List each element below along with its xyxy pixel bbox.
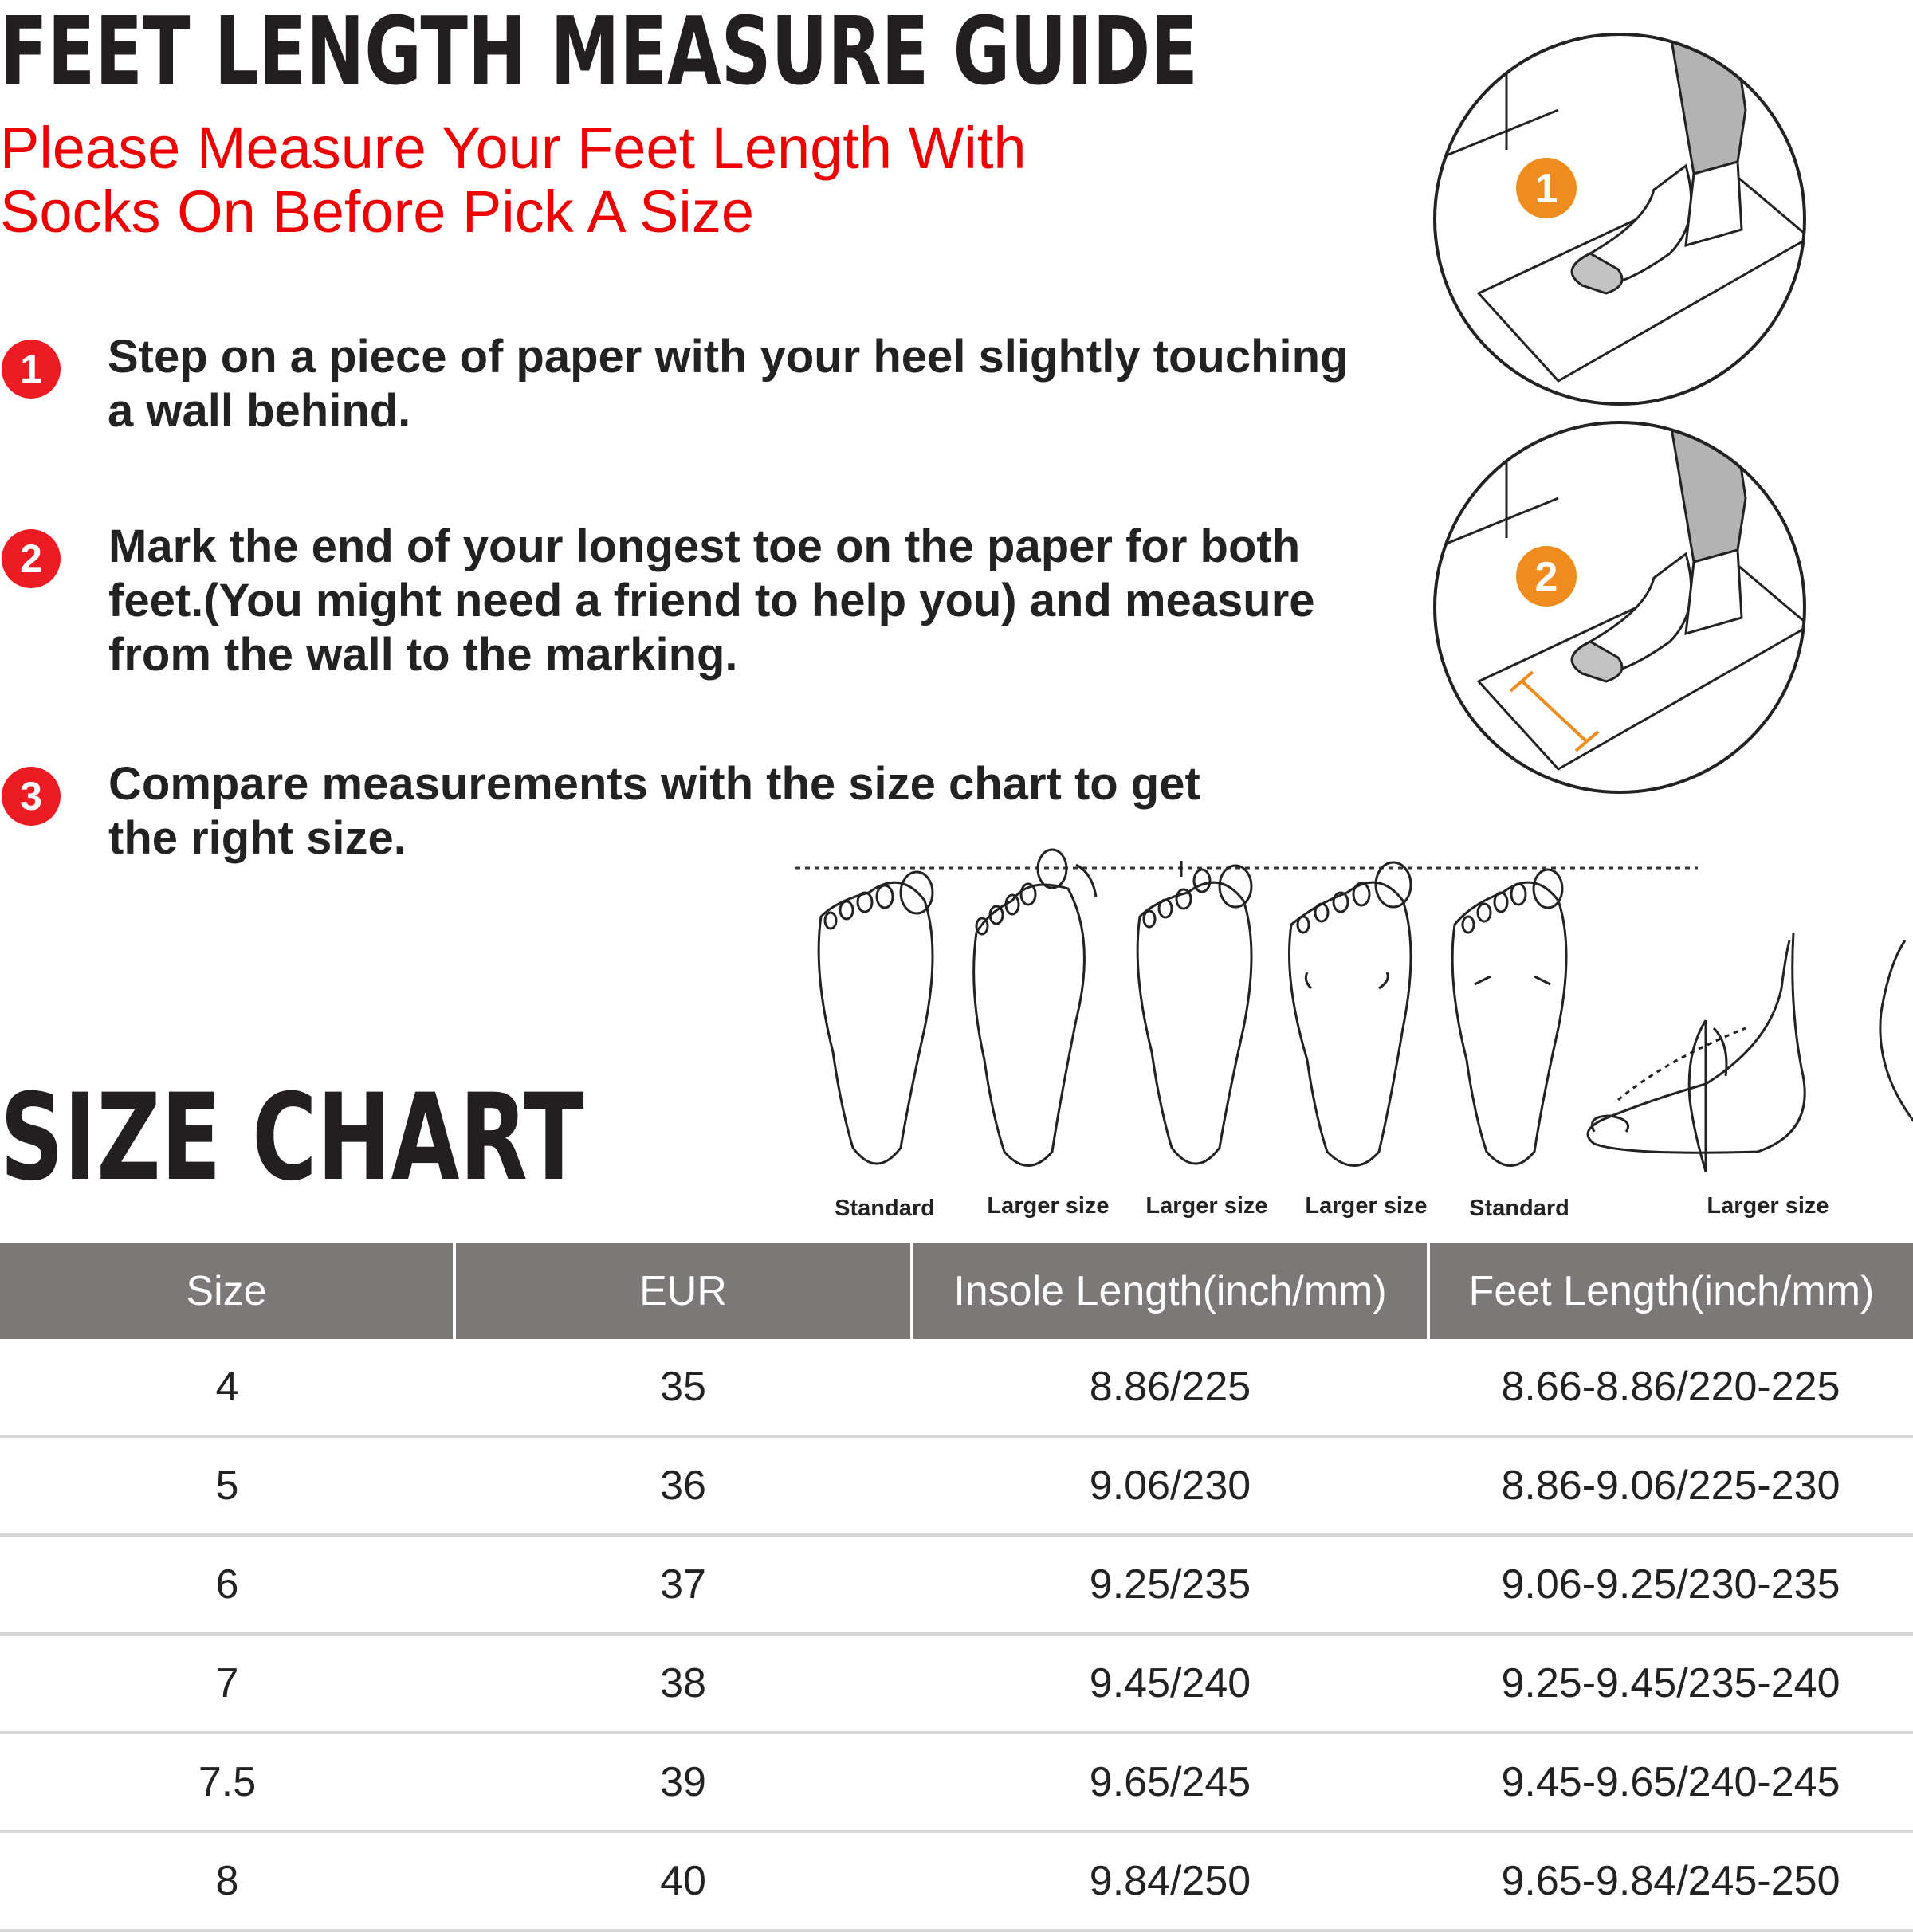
cell-size: 7 — [0, 1634, 454, 1733]
column-header-eur: EUR — [454, 1243, 912, 1339]
table-row — [0, 1535, 1913, 1634]
cell-eur: 36 — [454, 1436, 912, 1535]
cell-size: 7.5 — [0, 1733, 454, 1832]
foot-types-illustration — [789, 845, 1913, 1196]
table-row — [0, 1733, 1913, 1832]
illustration-1-badge: 1 — [1534, 166, 1558, 212]
cell-eur: 37 — [454, 1535, 912, 1634]
cell-size: 6 — [0, 1535, 454, 1634]
step-2-text: Mark the end of your longest toe on the paper for both feet.(You might need a friend to help you) and measure from the wall to the marking. — [108, 520, 1315, 681]
foot-type-label-1: Standard — [835, 1196, 935, 1221]
cell-size: 5 — [0, 1436, 454, 1535]
column-header-insole-length: Insole Length(inch/mm) — [912, 1243, 1428, 1339]
cell-insole-length: 8.86/225 — [912, 1339, 1428, 1436]
size-chart-table — [0, 1243, 1913, 1932]
step-2-badge: 2 — [2, 529, 61, 588]
cell-insole-length: 9.65/245 — [912, 1733, 1428, 1832]
size-chart-title: SIZE CHART — [0, 1069, 584, 1208]
cell-eur: 38 — [454, 1634, 912, 1733]
cell-insole-length: 9.45/240 — [912, 1634, 1428, 1733]
column-header-size: Size — [0, 1243, 454, 1339]
cell-feet-length: 9.65-9.84/245-250 — [1428, 1832, 1913, 1930]
page-subtitle: Please Measure Your Feet Length With Socks On Before Pick A Size — [0, 115, 1027, 245]
foot-type-label-3: Larger size — [1145, 1193, 1268, 1219]
cell-insole-length: 9.06/230 — [912, 1436, 1428, 1535]
step-1-badge: 1 — [2, 340, 61, 399]
cell-eur: 39 — [454, 1733, 912, 1832]
table-row — [0, 1634, 1913, 1733]
cell-insole-length: 9.84/250 — [912, 1832, 1428, 1930]
illustration-2-badge: 2 — [1534, 554, 1558, 600]
cell-eur: 40 — [454, 1832, 912, 1930]
table-row — [0, 1832, 1913, 1930]
step-3-text: Compare measurements with the size chart to get the right size. — [108, 758, 1200, 864]
cell-size: 8 — [0, 1832, 454, 1930]
step-3-badge: 3 — [2, 767, 61, 826]
foot-type-label-4: Larger size — [1305, 1193, 1428, 1219]
cell-feet-length: 8.86-9.06/225-230 — [1428, 1436, 1913, 1535]
foot-on-paper-illustration-1 — [1431, 30, 1809, 409]
table-header-row — [0, 1243, 1913, 1339]
cell-eur: 35 — [454, 1339, 912, 1436]
cell-feet-length: 8.66-8.86/220-225 — [1428, 1339, 1913, 1436]
page-title: FEET LENGTH MEASURE GUIDE — [0, 0, 1198, 106]
cell-feet-length: 9.45-9.65/240-245 — [1428, 1733, 1913, 1832]
table-row — [0, 1339, 1913, 1436]
cell-size: 4 — [0, 1339, 454, 1436]
foot-type-label-2: Larger size — [987, 1193, 1110, 1219]
table-row — [0, 1436, 1913, 1535]
step-1-text: Step on a piece of paper with your heel slightly touching a wall behind. — [108, 331, 1349, 437]
cell-insole-length: 9.25/235 — [912, 1535, 1428, 1634]
column-header-feet-length: Feet Length(inch/mm) — [1428, 1243, 1913, 1339]
foot-type-label-6: Larger size — [1707, 1193, 1829, 1219]
cell-feet-length: 9.25-9.45/235-240 — [1428, 1634, 1913, 1733]
cell-feet-length: 9.06-9.25/230-235 — [1428, 1535, 1913, 1634]
foot-on-paper-illustration-2 — [1431, 418, 1809, 797]
foot-type-label-5: Standard — [1469, 1196, 1569, 1221]
